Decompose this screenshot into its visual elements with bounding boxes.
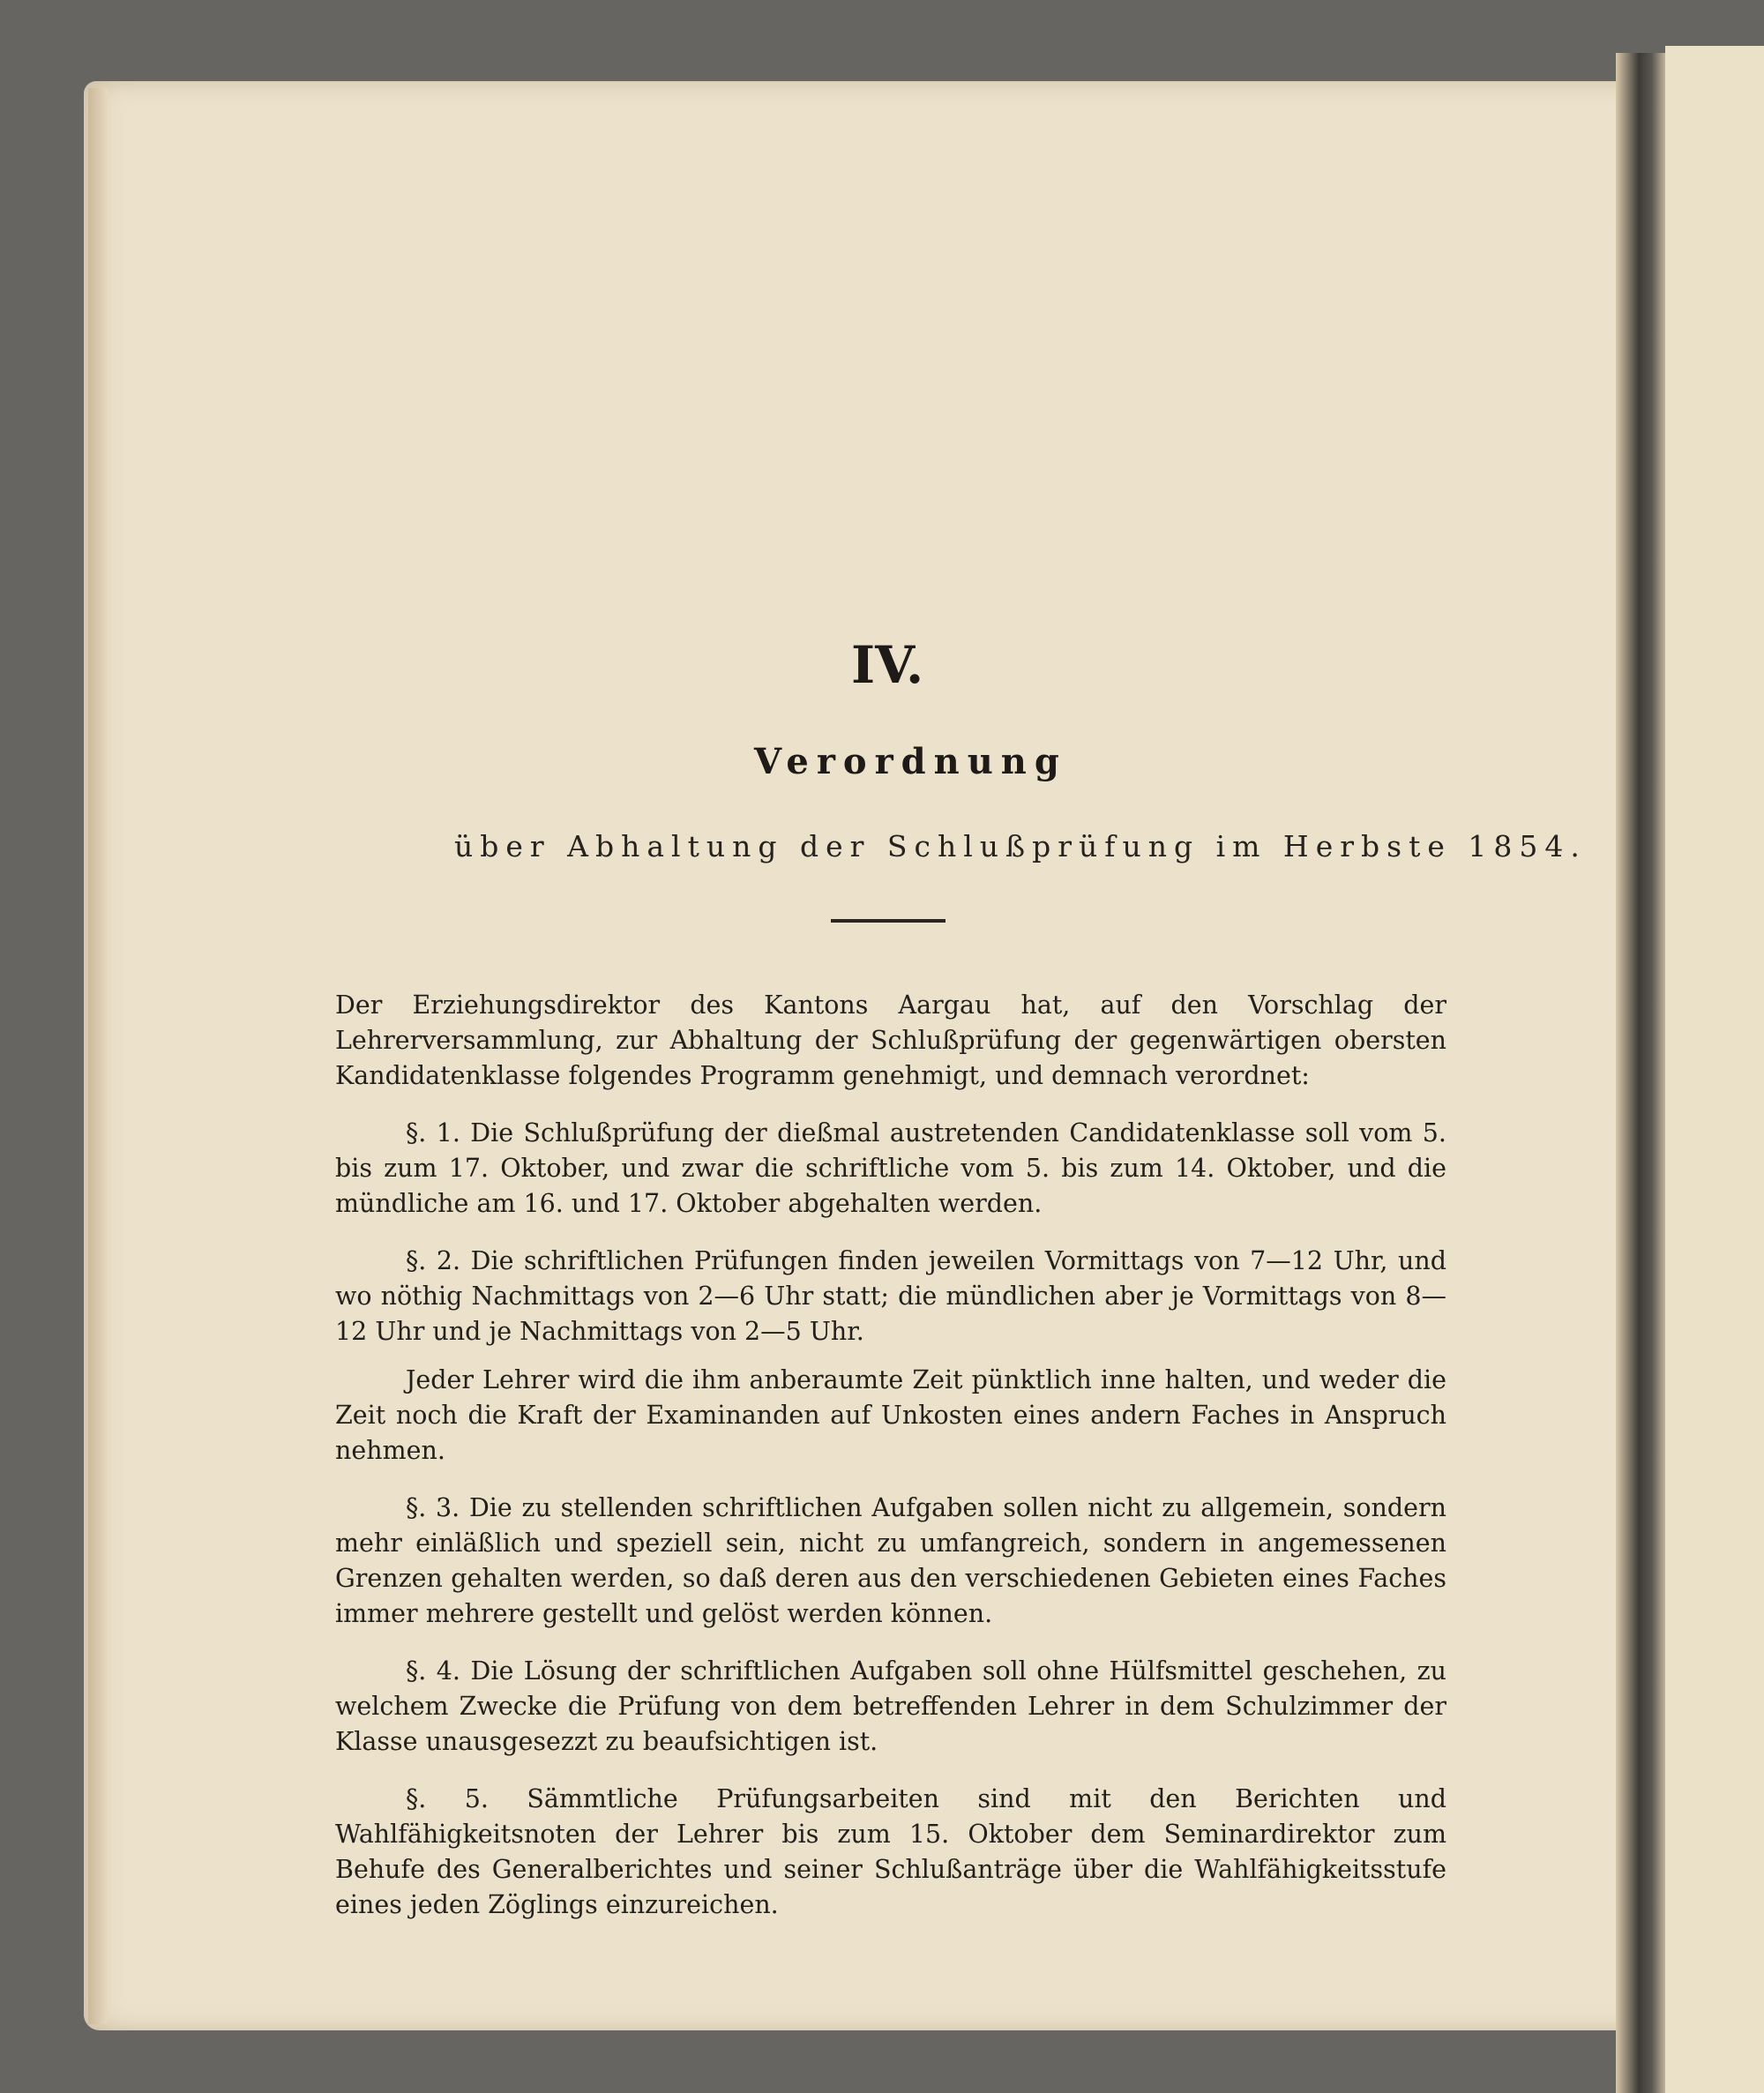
section-numeral: IV.	[851, 635, 924, 695]
book-gutter	[1616, 53, 1667, 2093]
intro-paragraph: Der Erziehungsdirektor des Kantons Aargau hat, auf den Vorschlag der Lehrerversammlung, zur Abhaltung der Schlußprüfung der gegenwärtigen obersten Kandidatenklasse folgendes Programm genehmigt, und demnach verordnet:	[335, 990, 1446, 1090]
paragraph-3: §. 3. Die zu stellenden schriftlichen Aufgaben sollen nicht zu allgemein, sondern mehr einläßlich und speziell sein, nicht zu umfangreich, sondern in angemessenen Grenzen gehalten werden, so daß deren aus den verschiedenen Gebieten eines Faches immer mehrere gestellt und gelöst werden können.	[335, 1493, 1446, 1628]
paragraph-2-continued: Jeder Lehrer wird die ihm anberaumte Zeit pünktlich inne halten, und weder die Zeit noch die Kraft der Examinanden auf Unkosten eines andern Faches in Anspruch nehmen.	[335, 1365, 1446, 1465]
document-subtitle: über Abhaltung der Schlußprüfung im Herbste 1854.	[454, 829, 1587, 863]
title-rule	[831, 919, 946, 923]
body-text	[335, 988, 1446, 1945]
document-title: Verordnung	[754, 741, 1067, 782]
page-edge	[88, 88, 108, 2024]
paragraph-5: §. 5. Sämmtliche Prüfungsarbeiten sind mit den Berichten und Wahlfähigkeitsnoten der Lehrer bis zum 15. Oktober dem Seminardirektor zum Behufe des Generalberichtes und seiner Schlußanträge über die Wahlfähigkeitsstufe eines jeden Zöglings einzureichen.	[335, 1784, 1446, 1919]
paragraph-4: §. 4. Die Lösung der schriftlichen Aufgaben soll ohne Hülfsmittel geschehen, zu welchem Zwecke die Prüfung von dem betreffenden Lehrer in dem Schulzimmer der Klasse unausgesezzt zu beaufsichtigen ist.	[335, 1656, 1446, 1756]
paragraph-2: §. 2. Die schriftlichen Prüfungen finden jeweilen Vormittags von 7—12 Uhr, und wo nöthig Nachmittags von 2—6 Uhr statt; die mündlichen aber je Vormittags von 8—12 Uhr und je Nachmittags von 2—5 Uhr.	[335, 1246, 1446, 1346]
right-page-edge	[1665, 46, 1764, 2093]
paragraph-1: §. 1. Die Schlußprüfung der dießmal austretenden Candidatenklasse soll vom 5. bis zum 17. Oktober, und zwar die schriftliche vom 5. bis zum 14. Oktober, und die mündliche am 16. und 17. Oktober abgehalten werden.	[335, 1118, 1446, 1218]
